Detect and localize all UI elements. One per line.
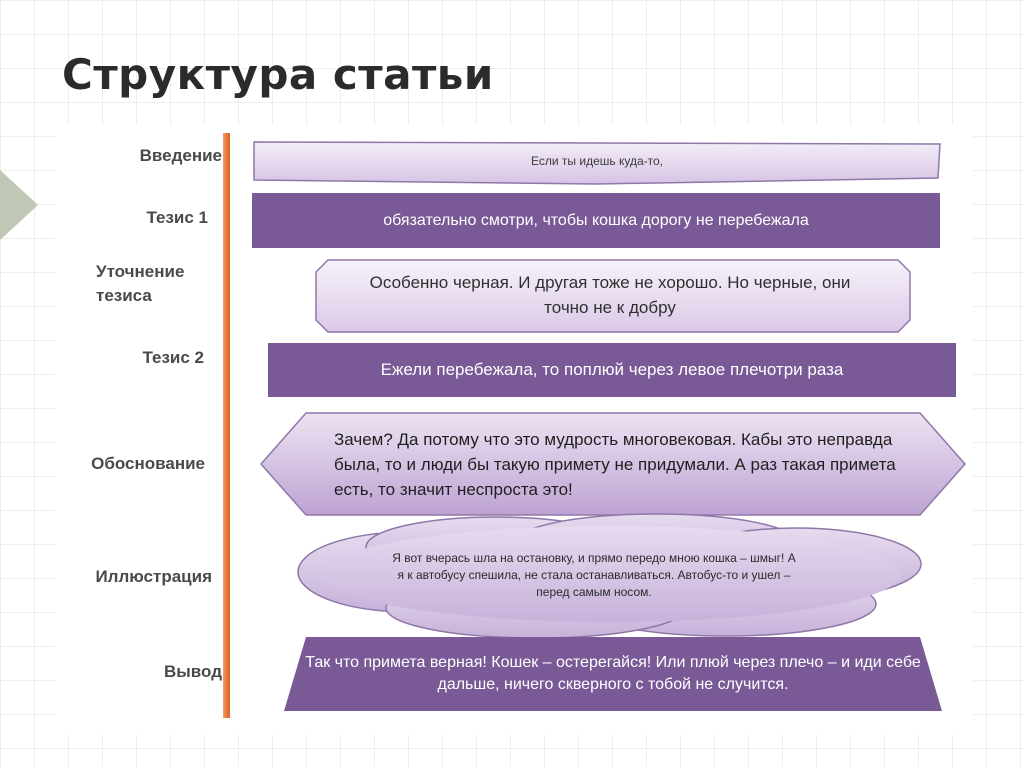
- label-illustration: Иллюстрация: [95, 567, 212, 586]
- label-thesis-2: Тезис 2: [142, 348, 204, 367]
- label-thesis-refinement: Уточнение тезиса: [96, 262, 185, 305]
- thesis-1-text: обязательно смотри, чтобы кошка дорогу не перебежала: [383, 211, 809, 229]
- intro-text: Если ты идешь куда-то,: [531, 154, 663, 168]
- conclusion-text: Так что примета верная! Кошек – остерегайся! Или плюй через плечо – и иди себе дальше, ничего скверного с тобой не случится.: [305, 654, 921, 693]
- illustration-text: Я вот вчерась шла на остановку, и прямо передо мною кошка – шмыг! А я к автобусу спешила, не стала останавливаться. Автобус-то и ушел – перед самым носом.: [392, 550, 796, 599]
- thesis-refinement-text: Особенно черная. И другая тоже не хорошо. Но черные, они точно не к добру: [369, 273, 851, 317]
- justification-text: Зачем? Да потому что это мудрость многовековая. Кабы это неправда была, то и люди бы такую примету не придумали. А раз такая примета есть, то значит неспроста это!: [334, 429, 896, 499]
- thesis-2-text: Ежели перебежала, то поплюй через левое плечотри раза: [380, 360, 844, 379]
- timeline-bar: [223, 133, 230, 718]
- label-thesis-1: Тезис 1: [146, 208, 208, 227]
- nav-arrow-icon[interactable]: [0, 170, 40, 240]
- label-intro: Введение: [139, 146, 222, 165]
- label-conclusion: Вывод: [164, 662, 222, 681]
- page-title: Структура статьи: [62, 50, 494, 99]
- label-justification: Обоснование: [91, 454, 205, 473]
